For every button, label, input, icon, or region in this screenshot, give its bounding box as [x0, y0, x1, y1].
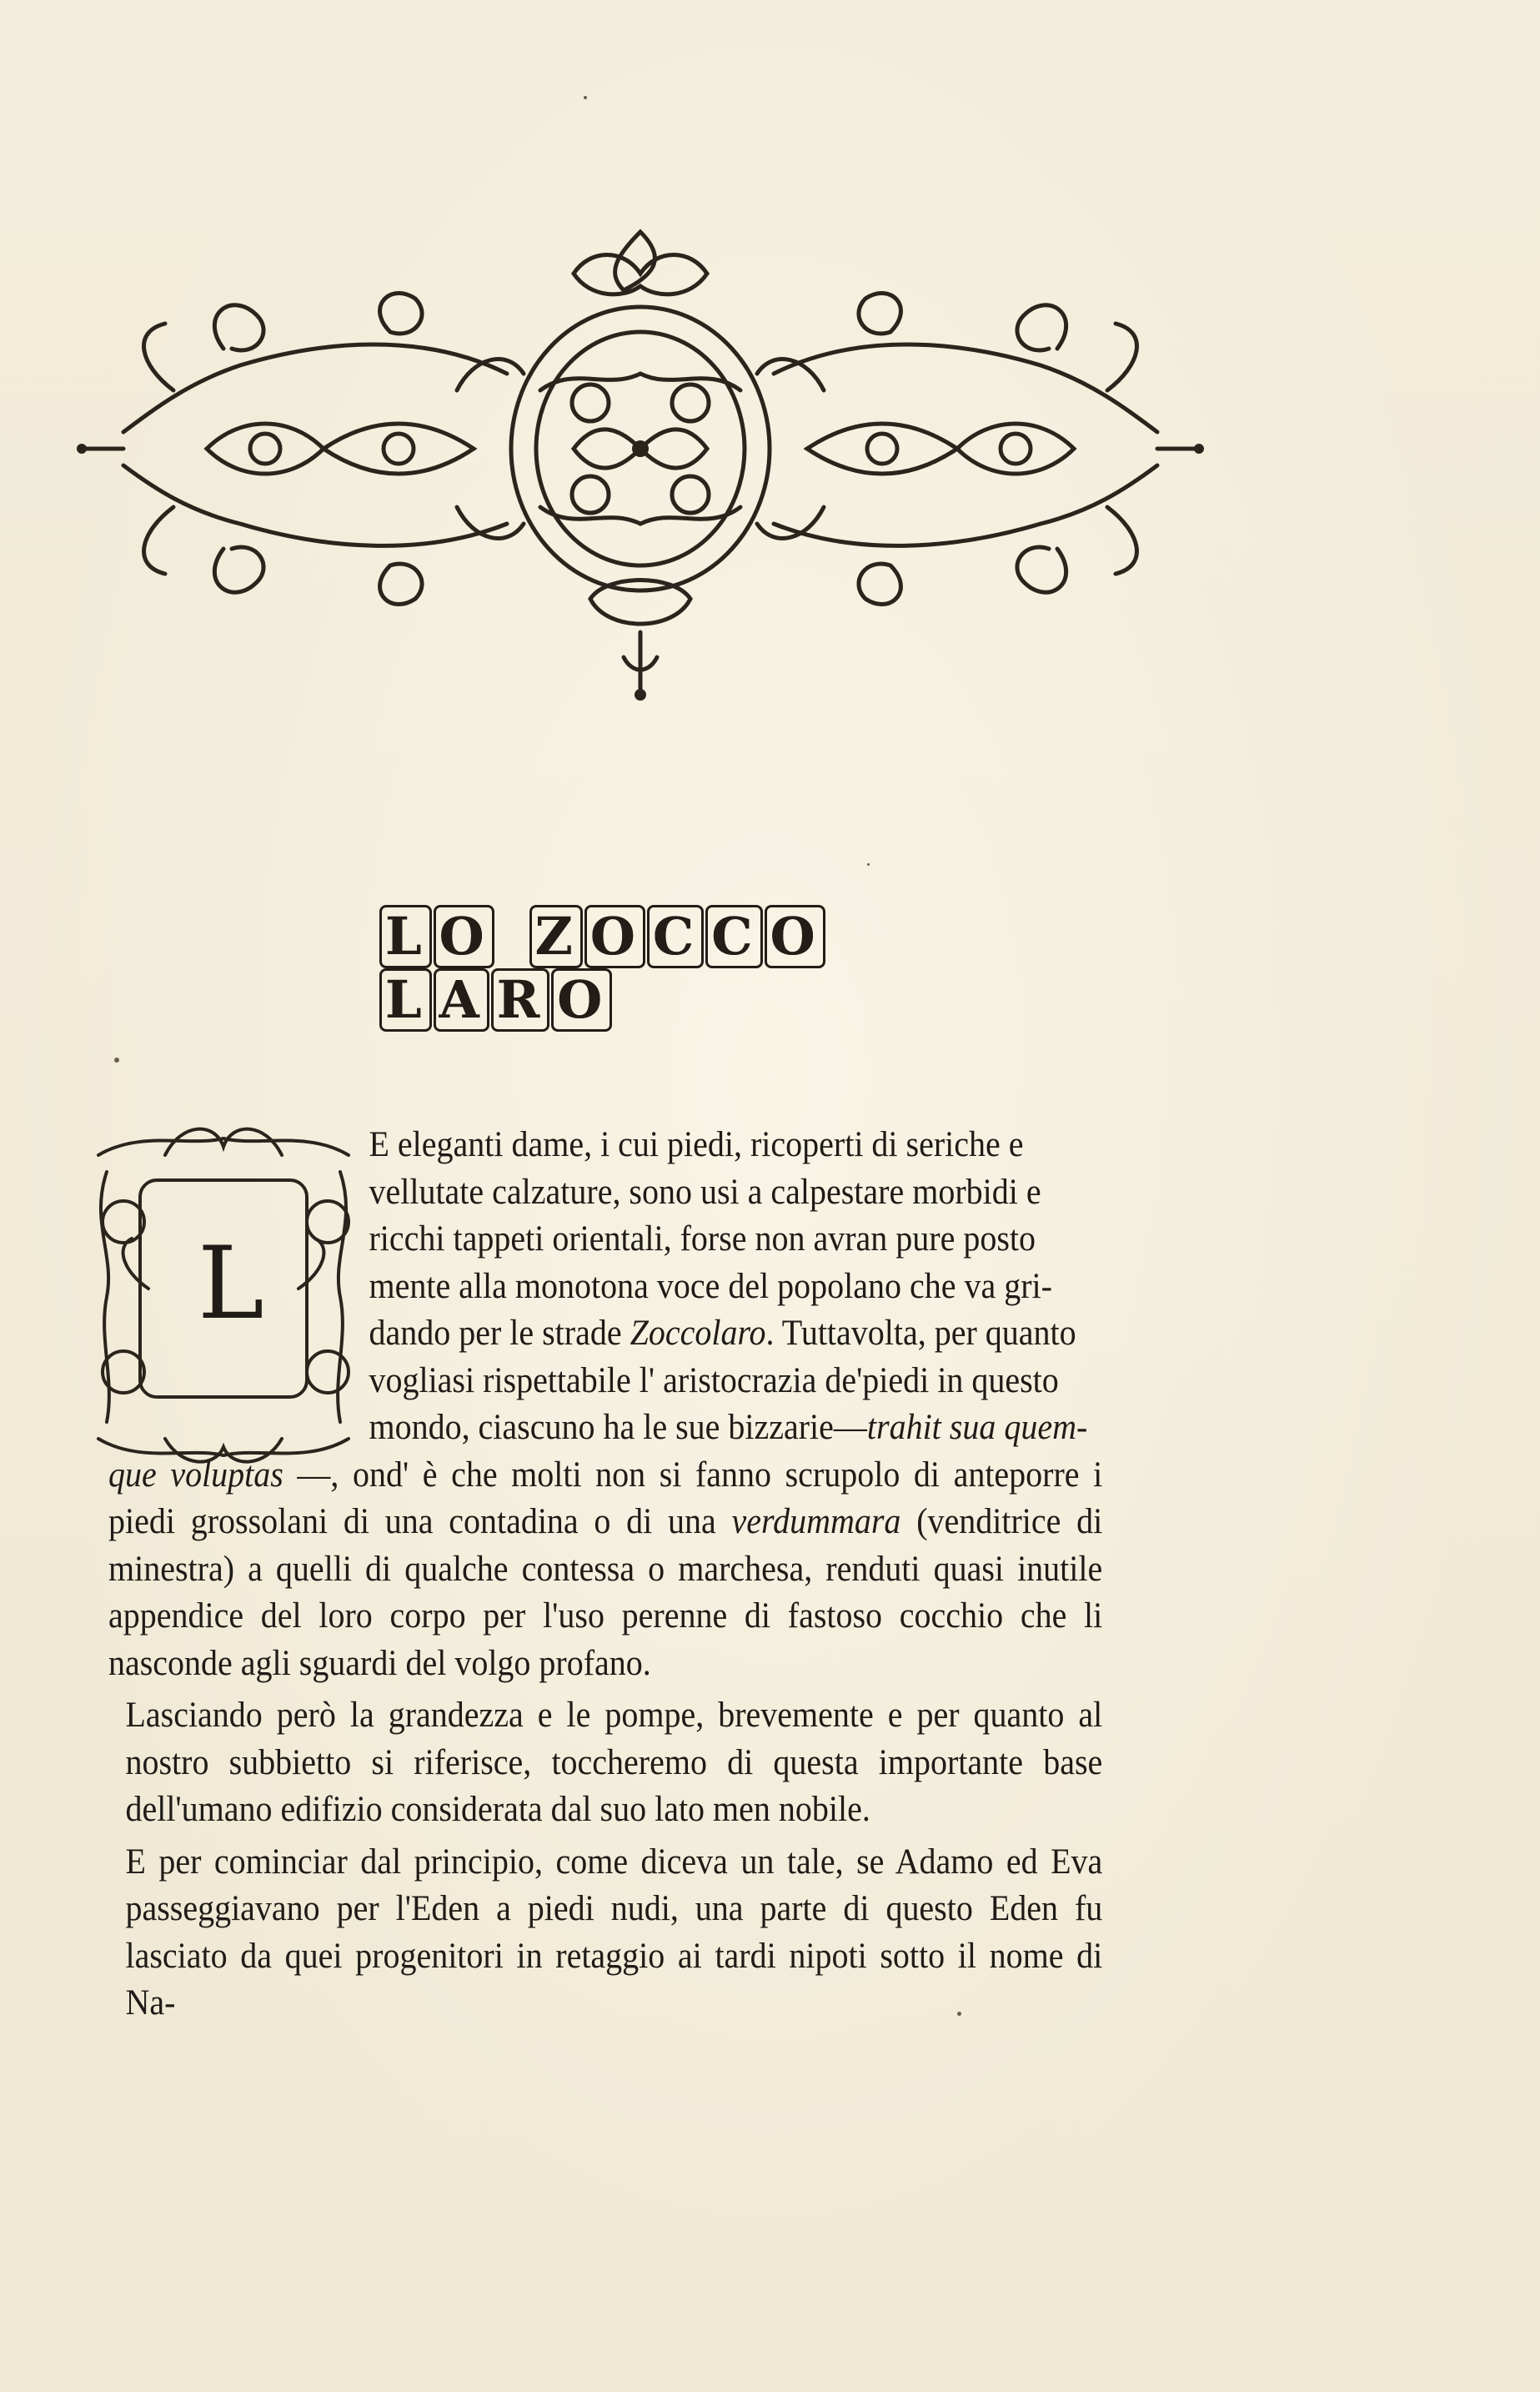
title-letter: A: [434, 968, 489, 1032]
paragraph-1-rest-2: (venditrice di minestra) a quelli di qualche contessa o marchesa, renduti quasi inutile appendice del loro corpo per l'uso perenne di fastoso cocchio che li nasconde agli sguardi del volgo profano.: [108, 1502, 1103, 1683]
title-letter: L: [379, 905, 432, 968]
title-letter: Z: [529, 905, 583, 968]
line-3: ricchi tappeti orientali, forse non avran pure posto: [369, 1219, 1036, 1259]
drop-cap-letter: L: [198, 1226, 264, 1342]
italic-verdummara: verdummara: [731, 1502, 901, 1541]
italic-trahit: trahit sua quem-: [866, 1408, 1088, 1447]
line-4: mente alla monotona voce del popolano che va gri-: [369, 1266, 1052, 1306]
line-7-text: mondo, ciascuno ha le sue bizzarie—: [369, 1408, 867, 1447]
title-letter: C: [705, 905, 762, 968]
italic-voluptas: que voluptas: [108, 1455, 283, 1495]
line-6: vogliasi rispettabile l' aristocrazia de'piedi in questo: [369, 1360, 1059, 1400]
paragraph-3: E per cominciar dal principio, come diceva un tale, se Adamo ed Eva passeggiavano per l'Eden a piedi nudi, una parte di questo Eden fu lasciato da quei progenitori in retaggio ai tardi nipoti sotto il nome di Na-: [125, 1842, 1103, 2023]
line-5: [369, 1310, 1176, 1358]
line-2: vellutate calzature, sono usi a calpestare morbidi e: [369, 1172, 1041, 1212]
body-text: [108, 1122, 1102, 2028]
paper-speck: [584, 96, 587, 99]
paper-speck: [957, 2012, 961, 2016]
title-letter: C: [647, 905, 704, 968]
line-1: E eleganti dame, i cui piedi, ricoperti di seriche e: [369, 1125, 1024, 1164]
paragraph-1: [108, 1122, 1102, 1687]
title-letter: O: [434, 905, 494, 968]
chapter-title: [379, 905, 880, 1030]
paper-speck: [867, 863, 870, 866]
line-5-end: . Tuttavolta, per quanto: [765, 1314, 1076, 1353]
line-7: [369, 1405, 1176, 1452]
line-5-text: dando per le strade: [369, 1314, 630, 1353]
title-letter: L: [379, 968, 432, 1032]
title-letter: O: [584, 905, 645, 968]
italic-zoccolaro: Zoccolaro: [630, 1314, 766, 1353]
paper-speck: [114, 1058, 119, 1063]
title-letter: O: [765, 905, 825, 968]
title-letter: R: [491, 968, 550, 1032]
paragraph-1-rest-1: —, ond' è che molti non si fanno scrupolo di anteporre i piedi grossolani di una contadina o di una: [108, 1455, 1103, 1541]
title-letter: O: [551, 968, 612, 1032]
paragraph-2: Lasciando però la grandezza e le pompe, brevemente e per quanto al nostro subbietto si riferisce, toccheremo di questa importante base dell'umano edifizio considerata dal suo lato men nobile.: [125, 1696, 1103, 1829]
ornamental-headpiece: [73, 224, 1207, 724]
